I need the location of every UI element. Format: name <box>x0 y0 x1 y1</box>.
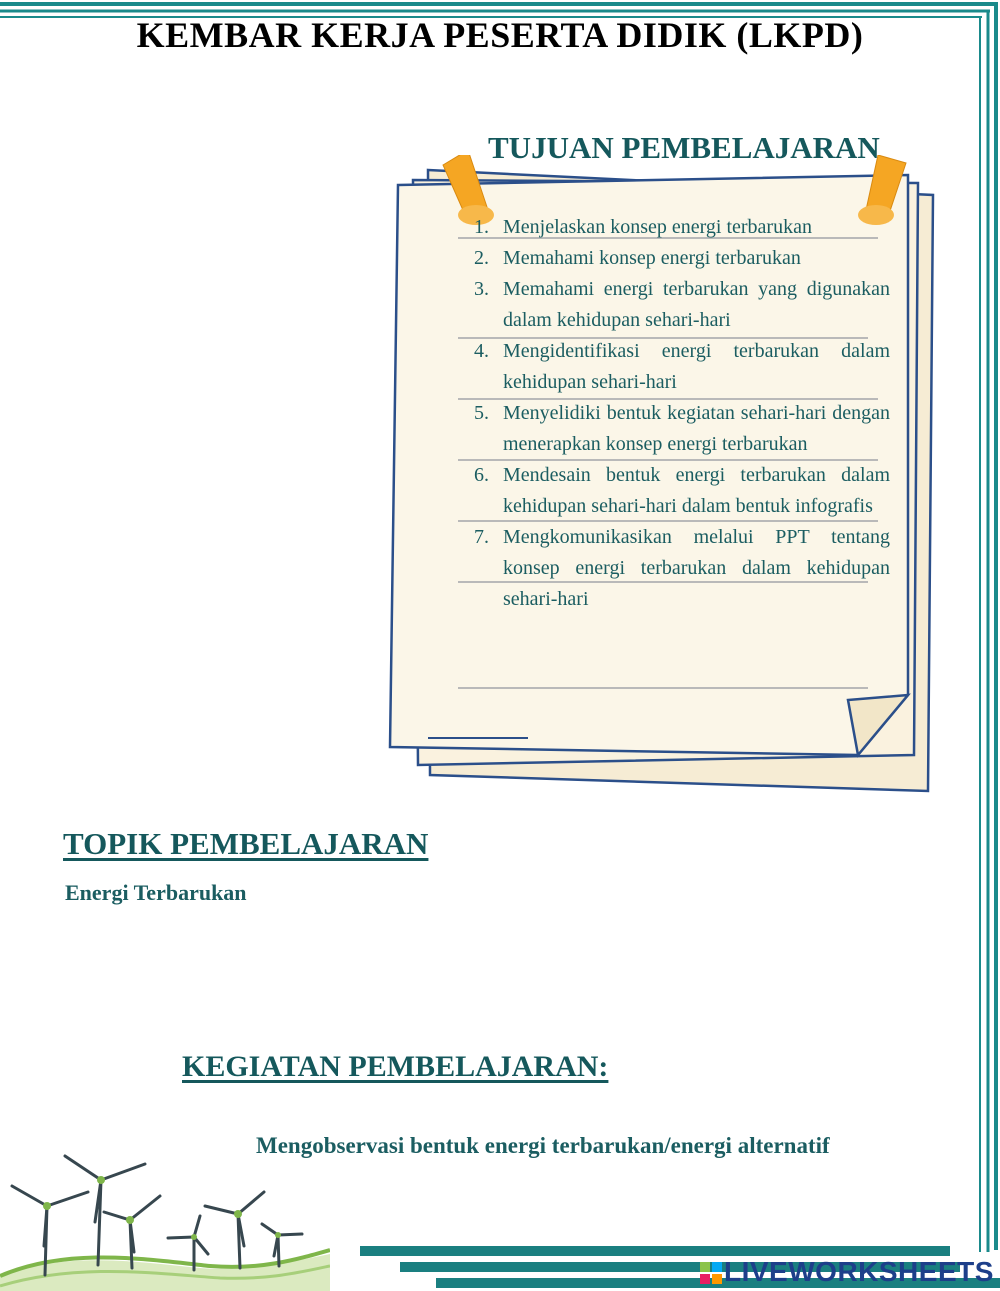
goal-item: 4. Mengidentifikasi energi terbarukan dalam kehidupan sehari-hari <box>474 340 890 393</box>
goal-item: 5. Menyelidiki bentuk kegiatan sehari-hari dengan menerapkan konsep energi terbarukan <box>474 402 890 455</box>
goal-item: 1. Menjelaskan konsep energi terbarukan <box>474 216 812 238</box>
goal-item: 6. Mendesain bentuk energi terbarukan dalam kehidupan sehari-hari dalam bentuk infografis <box>474 464 890 517</box>
watermark-text: LIVEWORKSHEETS <box>724 1256 994 1287</box>
page-title: KEMBAR KERJA PESERTA DIDIK (LKPD) <box>136 15 864 55</box>
topic-text: Energi Terbarukan <box>65 880 247 905</box>
activity-text: Mengobservasi bentuk energi terbarukan/energi alternatif <box>256 1133 830 1158</box>
goals-heading: TUJUAN PEMBELAJARAN <box>488 130 880 165</box>
goals-list <box>470 212 890 615</box>
liveworksheets-logo-icon <box>700 1262 722 1284</box>
goal-item: 3. Memahami energi terbarukan yang digunakan dalam kehidupan sehari-hari <box>474 278 890 331</box>
topic-heading: TOPIK PEMBELAJARAN <box>63 826 429 861</box>
goal-item: 2. Memahami konsep energi terbarukan <box>474 247 801 269</box>
wind-turbines-illustration <box>0 1150 330 1291</box>
activity-heading: KEGIATAN PEMBELAJARAN: <box>182 1050 609 1083</box>
watermark <box>700 1256 994 1288</box>
goal-item: 7. Mengkomunikasikan melalui PPT tentang konsep energi terbarukan dalam kehidupan sehari-hari <box>474 526 890 610</box>
